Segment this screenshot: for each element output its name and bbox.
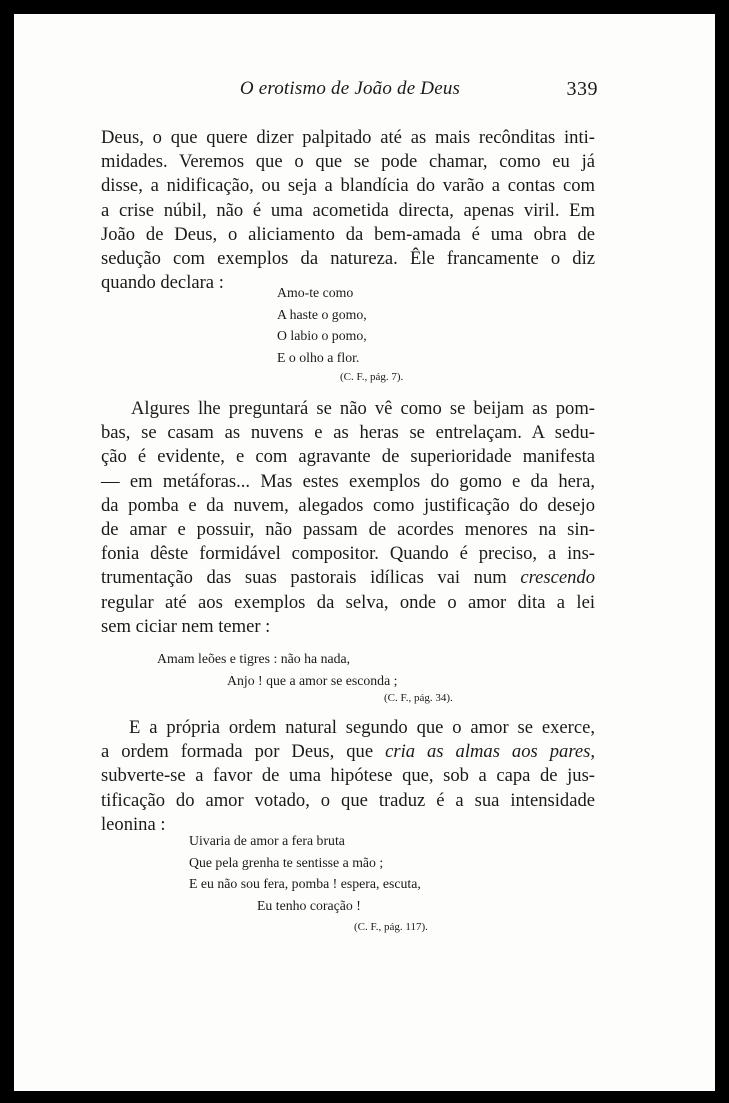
verse-line: Amo-te como — [277, 285, 354, 300]
verse-line: O labio o pomo, — [277, 328, 367, 343]
text-line: da pomba e da nuvem, alegados como justificação do desejo — [101, 494, 595, 516]
verse-1 — [277, 282, 367, 368]
paragraph-2 — [101, 397, 595, 639]
text-line: subverte-se a favor de uma hipótese que, sob a capa de jus- — [101, 765, 595, 787]
text-line: — em metáforas... Mas estes exemplos do gomo e da hera, — [101, 470, 595, 492]
text-line-with-italic — [101, 740, 595, 764]
citation-3: (C. F., pág. 117). — [354, 921, 428, 933]
text-segment: a ordem formada por Deus, que — [101, 741, 374, 763]
verse-line: A haste o gomo, — [277, 306, 367, 322]
italic-word: crescendo — [520, 567, 595, 589]
text-segment: trumentação das suas pastorais idílicas vai num — [101, 567, 507, 589]
verse-line: Uivaria de amor a fera bruta — [189, 833, 345, 848]
text-line: Deus, o que quere dizer palpitado até as mais recônditas inti- — [101, 127, 595, 148]
text-line: quando declara : — [101, 272, 224, 294]
text-line: de amar e possuir, não passam de acordes menores na sin- — [101, 518, 595, 540]
text-line: João de Deus, o aliciamento da bem-amada é uma obra de — [101, 223, 595, 245]
text-line: ção é evidente, e com agravante de superioridade manifesta — [101, 446, 595, 468]
citation-1: (C. F., pág. 7). — [340, 371, 404, 383]
verse-line: Que pela grenha te sentisse a mão ; — [189, 854, 384, 870]
text-line: midades. Veremos que o que se pode chamar, como eu já — [101, 151, 595, 173]
verse-line: Amam leões e tigres : não ha nada, — [157, 651, 351, 666]
running-title: O erotismo de João de Deus — [239, 78, 461, 99]
page-number: 339 — [566, 78, 598, 100]
text-line: disse, a nidificação, ou seja a blandícia do varão a contas com — [101, 175, 595, 197]
text-line: a crise núbil, não é uma acometida directa, apenas viril. Em — [101, 199, 595, 221]
italic-phrase: cria as almas aos pares, — [385, 741, 596, 763]
text-line: Algures lhe preguntará se não vê como se beijam as pom- — [131, 398, 595, 419]
text-line: sem ciciar nem temer : — [101, 615, 271, 637]
verse-line: Anjo ! que a amor se esconda ; — [227, 672, 398, 688]
verse-line: Eu tenho coração ! — [257, 897, 361, 913]
book-page — [14, 14, 715, 1091]
running-head — [102, 78, 598, 106]
verse-2 — [157, 648, 398, 691]
verse-line: E o olho a flor. — [277, 349, 360, 365]
verse-3 — [189, 830, 421, 916]
text-line: bas, se casam as nuvens e as heras se entrelaçam. A sedu- — [101, 422, 595, 444]
text-line: sedução com exemplos da natureza. Êle francamente o diz — [101, 247, 595, 269]
text-line: tificação do amor votado, o que traduz é a sua intensidade — [101, 789, 595, 811]
citation-2: (C. F., pág. 34). — [384, 692, 453, 704]
paragraph-1 — [101, 126, 595, 295]
text-line: regular até aos exemplos da selva, onde o amor dita a lei — [101, 591, 595, 613]
text-line: leonina : — [101, 813, 166, 835]
text-line-with-italic — [101, 566, 595, 590]
text-line: E a própria ordem natural segundo que o amor se exerce, — [129, 717, 595, 738]
text-line: fonia dêste formidável compositor. Quando é preciso, a ins- — [101, 543, 595, 565]
paragraph-3 — [101, 716, 595, 837]
verse-line: E eu não sou fera, pomba ! espera, escuta, — [189, 876, 421, 891]
